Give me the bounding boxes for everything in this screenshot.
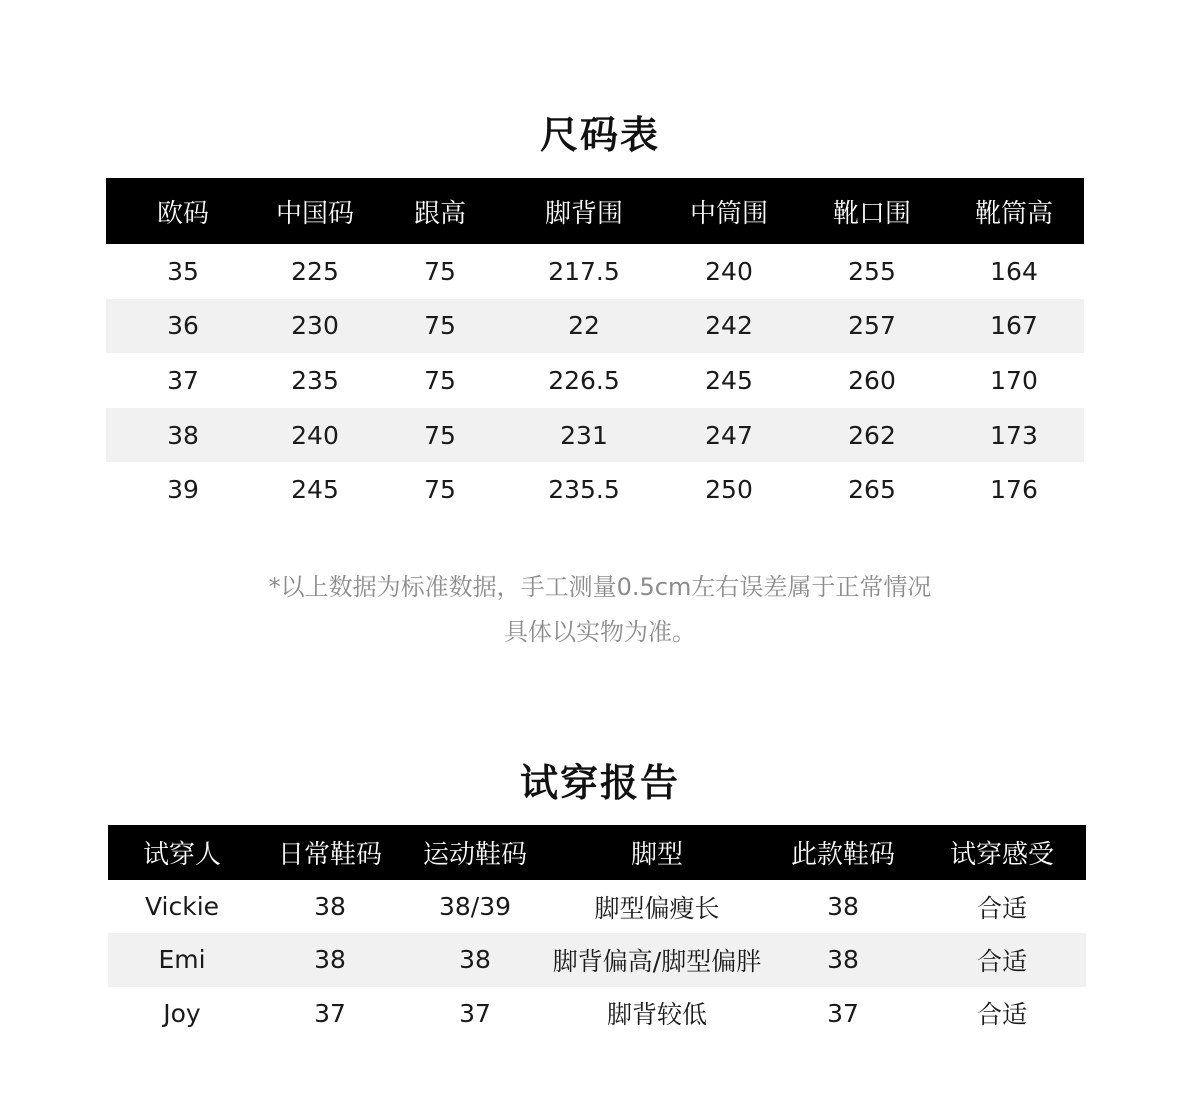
- table-cell: Joy: [163, 998, 201, 1028]
- fit-report-title: 试穿报告: [519, 761, 680, 805]
- table-cell: 38/39: [438, 892, 512, 922]
- table-cell: 255: [848, 256, 896, 286]
- table-cell: Vickie: [144, 892, 220, 922]
- table-cell: 217.5: [548, 256, 620, 286]
- table-cell: 245: [291, 475, 339, 505]
- table-row: [106, 244, 1084, 299]
- table-cell: 247: [658, 408, 800, 463]
- table-cell: 37: [167, 365, 199, 395]
- table-cell: 脚型偏瘦长: [594, 893, 720, 923]
- table-cell: 75: [424, 475, 456, 505]
- header-eu-size: 欧码: [106, 178, 260, 244]
- table-header-row: [106, 178, 1084, 244]
- fit-report-table: [108, 825, 1086, 1040]
- table-cell: 226.5: [548, 365, 620, 395]
- header-this-size: 此款鞋码: [768, 825, 918, 880]
- table-cell: 245: [705, 365, 753, 395]
- header-daily-size: 日常鞋码: [256, 825, 404, 880]
- table-cell: 合适: [918, 933, 1086, 986]
- table-cell: 225: [291, 256, 339, 286]
- table-cell: 265: [848, 475, 896, 505]
- table-cell: 脚背较低: [606, 1000, 707, 1030]
- header-fit-feeling: 试穿感受: [918, 825, 1086, 880]
- size-chart-title: 尺码表: [539, 113, 660, 157]
- measurement-note-2: 具体以实物为准。: [504, 618, 696, 646]
- size-chart-table: [106, 178, 1084, 517]
- header-instep-girth: 脚背围: [510, 178, 658, 244]
- table-cell: 75: [370, 299, 510, 354]
- table-cell: 235: [291, 365, 339, 395]
- table-cell: 38: [256, 933, 404, 986]
- header-foot-type: 脚型: [546, 825, 768, 880]
- table-cell: 170: [990, 365, 1038, 395]
- table-cell: 164: [990, 256, 1038, 286]
- header-calf-girth: 中筒围: [658, 178, 800, 244]
- table-row: [106, 299, 1084, 354]
- table-cell: 262: [800, 408, 944, 463]
- table-cell: 合适: [976, 1000, 1027, 1030]
- table-cell: 167: [944, 299, 1084, 354]
- table-row: [106, 462, 1084, 517]
- table-cell: 231: [510, 408, 658, 463]
- table-cell: 173: [944, 408, 1084, 463]
- table-cell: 37: [459, 998, 491, 1028]
- table-cell: 38: [106, 408, 260, 463]
- header-tester: 试穿人: [108, 825, 256, 880]
- table-cell: 35: [167, 256, 199, 286]
- table-cell: 250: [705, 475, 753, 505]
- table-row: [108, 933, 1086, 986]
- table-cell: 37: [827, 998, 859, 1028]
- header-heel-height: 跟高: [370, 178, 510, 244]
- header-opening-girth: 靴口围: [800, 178, 944, 244]
- table-cell: 36: [106, 299, 260, 354]
- table-cell: 235.5: [548, 475, 620, 505]
- table-cell: 22: [510, 299, 658, 354]
- table-cell: 240: [260, 408, 370, 463]
- table-cell: 38: [314, 892, 346, 922]
- table-cell: 75: [424, 365, 456, 395]
- table-row: [106, 353, 1084, 408]
- header-cn-size: 中国码: [260, 178, 370, 244]
- table-cell: 38: [404, 933, 546, 986]
- table-cell: Emi: [108, 933, 256, 986]
- measurement-note: *以上数据为标准数据，手工测量0.5cm左右误差属于正常情况: [268, 573, 932, 601]
- table-cell: 合适: [976, 893, 1027, 923]
- table-cell: 257: [800, 299, 944, 354]
- table-cell: 230: [260, 299, 370, 354]
- table-cell: 75: [424, 256, 456, 286]
- table-row: [108, 880, 1086, 933]
- table-cell: 176: [990, 475, 1038, 505]
- table-cell: 38: [768, 933, 918, 986]
- table-cell: 260: [848, 365, 896, 395]
- table-cell: 75: [370, 408, 510, 463]
- table-cell: 39: [167, 475, 199, 505]
- table-row: [108, 987, 1086, 1040]
- header-shaft-height: 靴筒高: [944, 178, 1084, 244]
- header-sneaker-size: 运动鞋码: [404, 825, 546, 880]
- table-cell: 242: [658, 299, 800, 354]
- table-cell: 37: [314, 998, 346, 1028]
- table-header-row: [108, 825, 1086, 880]
- table-cell: 脚背偏高/脚型偏胖: [546, 933, 768, 986]
- table-cell: 38: [827, 892, 859, 922]
- table-cell: 240: [705, 256, 753, 286]
- table-row: [106, 408, 1084, 463]
